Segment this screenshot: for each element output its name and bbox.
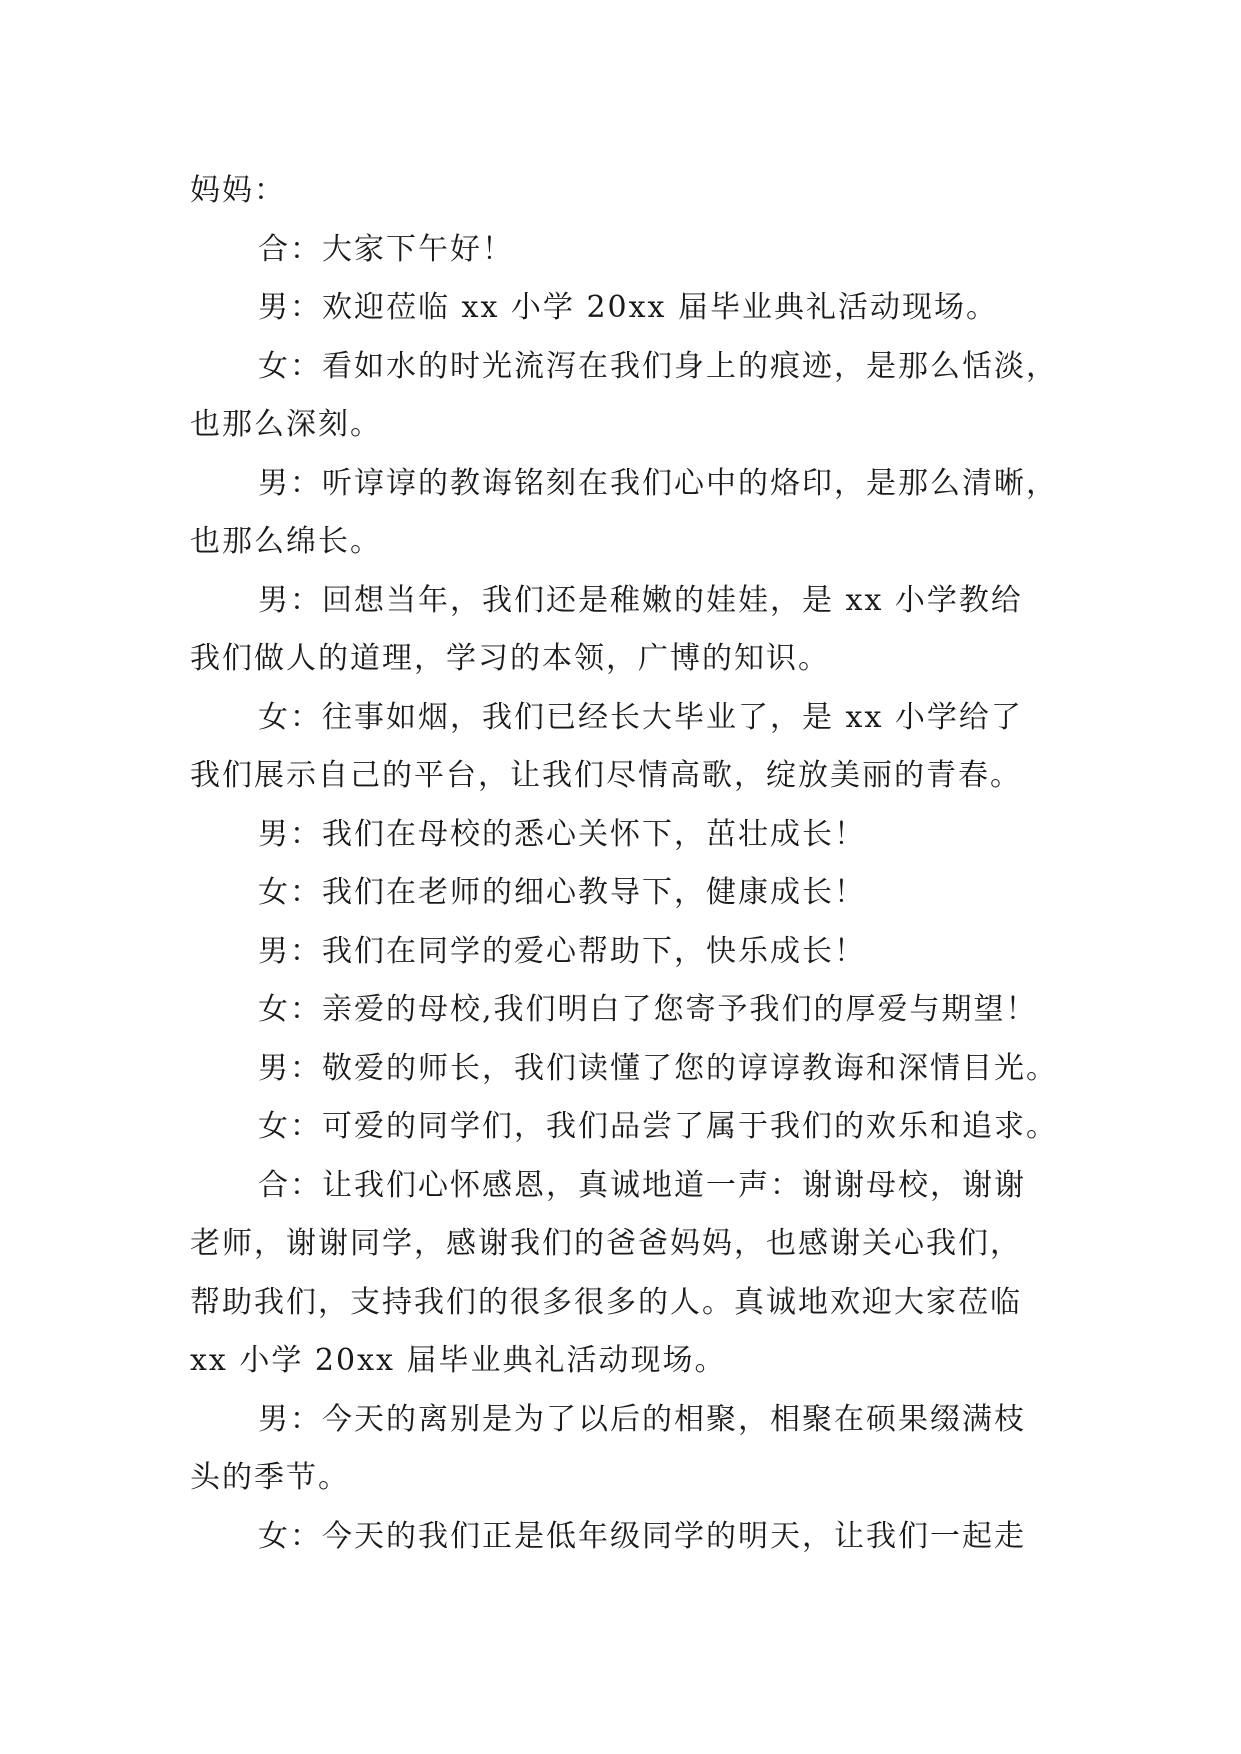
text-line: 男：我们在母校的悉心关怀下，茁壮成长！ (258, 816, 866, 852)
text-line: 也那么深刻。 (190, 407, 382, 442)
document-body (190, 162, 1060, 1566)
text-line: 老师，谢谢同学，感谢我们的爸爸妈妈，也感谢关心我们， (190, 1226, 1022, 1261)
text-line: 男：我们在同学的爱心帮助下，快乐成长！ (258, 933, 866, 969)
text-line: 帮助我们，支持我们的很多很多的人。真诚地欢迎大家莅临 (190, 1284, 1022, 1320)
text-line: 妈妈： (190, 173, 286, 208)
text-line: 女：看如水的时光流泻在我们身上的痕迹，是那么恬淡， (258, 348, 1058, 384)
text-line: 合：大家下午好！ (258, 231, 514, 267)
text-line: 女：可爱的同学们，我们品尝了属于我们的欢乐和追求。 (258, 1109, 1058, 1144)
text-line: 男：欢迎莅临 xx 小学 20xx 届毕业典礼活动现场。 (258, 290, 998, 325)
text-line: 女：亲爱的母校,我们明白了您寄予我们的厚爱与期望！ (258, 992, 1038, 1027)
text-line: 男：回想当年，我们还是稚嫩的娃娃，是 xx 小学教给 (258, 582, 1023, 618)
text-line: 头的季节。 (190, 1460, 350, 1495)
text-line: 女：我们在老师的细心教导下，健康成长！ (258, 875, 866, 910)
text-line: 男：今天的离别是为了以后的相聚，相聚在硕果缀满枝 (258, 1401, 1026, 1437)
text-line: 男：听谆谆的教诲铭刻在我们心中的烙印，是那么清晰， (258, 465, 1058, 501)
text-line: 也那么绵长。 (190, 524, 382, 559)
text-line: 我们做人的道理，学习的本领，广博的知识。 (190, 641, 830, 676)
text-line: 男：敬爱的师长，我们读懂了您的谆谆教诲和深情目光。 (258, 1050, 1058, 1086)
text-line: xx 小学 20xx 届毕业典礼活动现场。 (190, 1343, 727, 1378)
text-line: 女：往事如烟，我们已经长大毕业了，是 xx 小学给了 (258, 699, 1023, 735)
text-line: 女：今天的我们正是低年级同学的明天，让我们一起走 (258, 1518, 1026, 1554)
text-line: 我们展示自己的平台，让我们尽情高歌，绽放美丽的青春。 (190, 758, 1022, 793)
text-line: 合：让我们心怀感恩，真诚地道一声：谢谢母校，谢谢 (258, 1167, 1026, 1203)
